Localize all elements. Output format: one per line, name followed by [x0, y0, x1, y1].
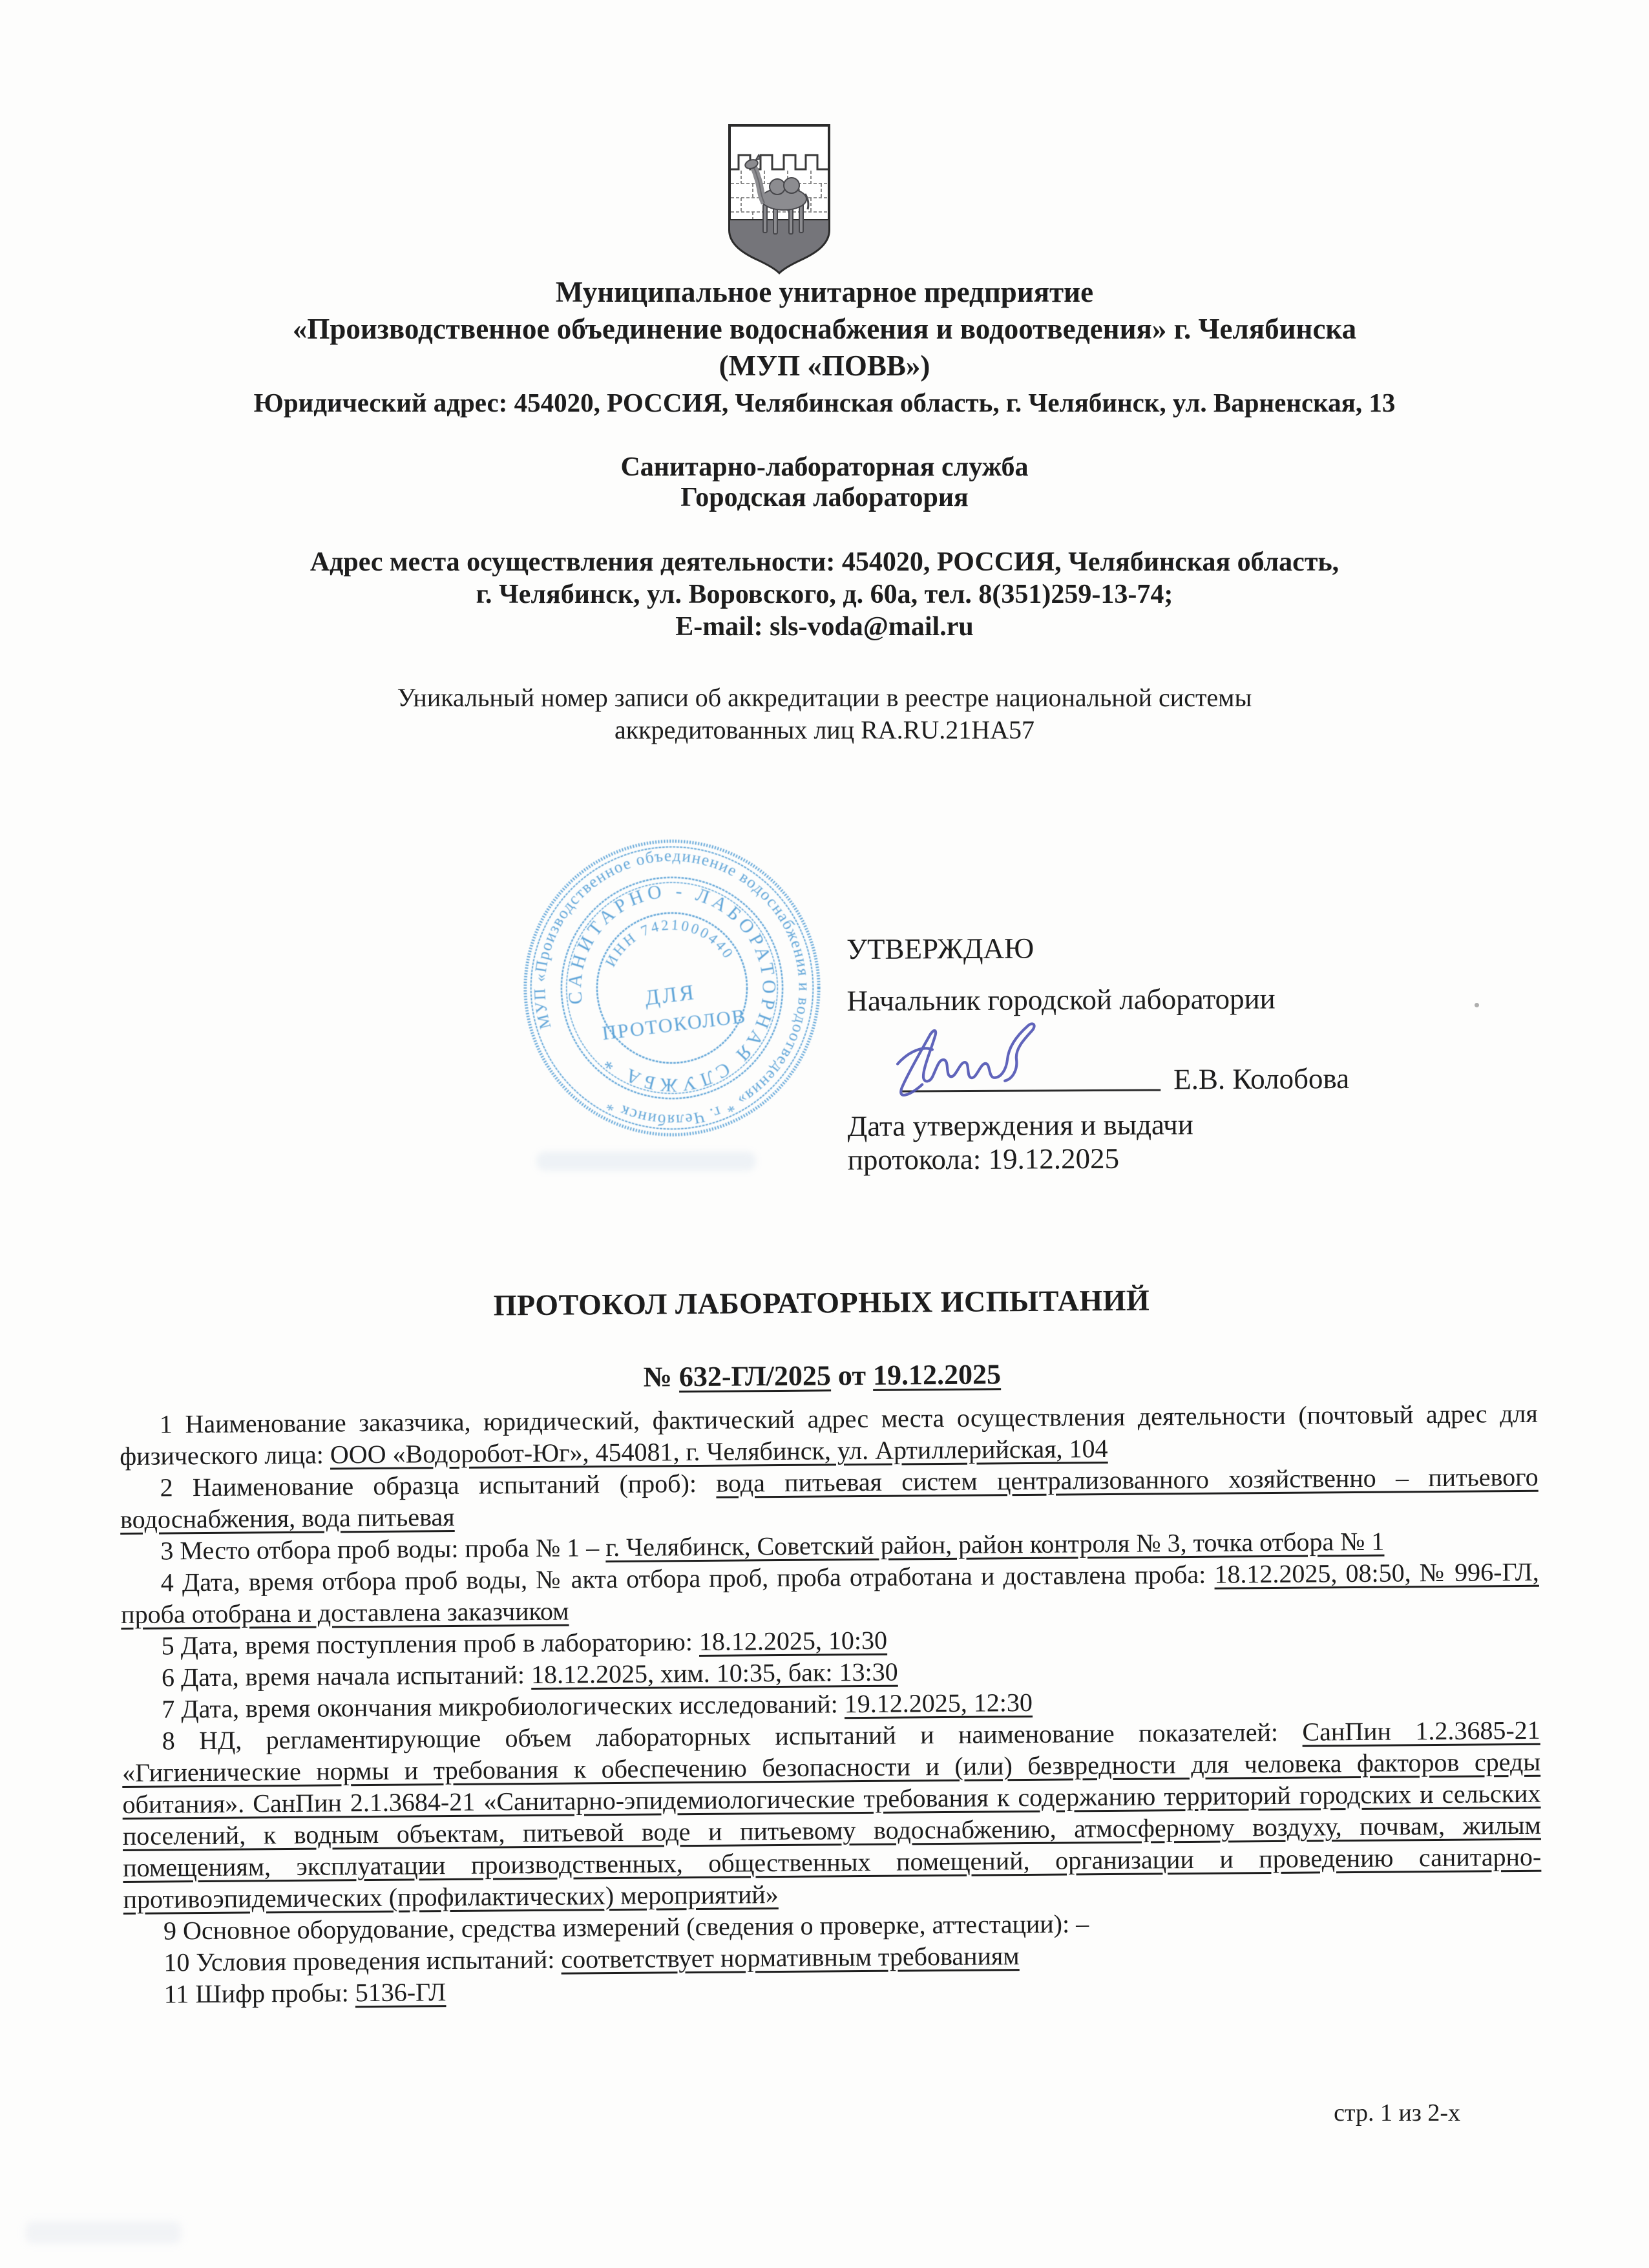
item-lab-receipt: 5 Дата, время поступления проб в лабораторию: 18.12.2025, 10:30 — [161, 1625, 888, 1661]
accreditation-line: аккредитованных лиц RA.RU.21НА57 — [614, 715, 1035, 744]
svg-text:ИНН 7421000440 — [602, 916, 737, 969]
protocol-date: 19.12.2025 — [872, 1358, 1002, 1391]
approver-name: Е.В. Колобова — [1173, 1062, 1350, 1096]
chelyabinsk-coat-of-arms-icon — [724, 121, 834, 277]
handwritten-signature-icon — [860, 1007, 1139, 1112]
stamp-ring-text: САНИТАРНО - ЛАБОРАТОРНАЯ СЛУЖБА * — [564, 881, 779, 1096]
lab-round-stamp — [520, 835, 824, 1140]
org-name-line: (МУП «ПОВВ») — [719, 350, 930, 382]
org-name-line: Муниципальное унитарное предприятие — [555, 276, 1094, 308]
protocol-number: 632-ГЛ/2025 — [678, 1360, 832, 1393]
org-header — [0, 274, 1649, 421]
address-line: г. Челябинск, ул. Воровского, д. 60а, тел. 8(351)259-13-74; — [476, 580, 1173, 609]
signature-row — [847, 1020, 1591, 1107]
address-line: E-mail: sls-voda@mail.ru — [675, 612, 974, 642]
org-legal-address: Юридический адрес: 454020, РОССИЯ, Челябинская область, г. Челябинск, ул. Варненская, 13 — [253, 388, 1396, 417]
accreditation-line: Уникальный номер записи об аккредитации в реестре национальной системы — [397, 683, 1252, 712]
stamp-inn-text: ИНН 7421000440 — [602, 916, 738, 970]
address-line: Адрес места осуществления деятельности: 454020, РОССИЯ, Челябинская область, — [310, 547, 1339, 577]
org-name-line: «Производственное объединение водоснабжения и водоотведения» г. Челябинска — [292, 313, 1357, 345]
item-sampling-datetime: 4 Дата, время отбора проб воды, № акта отбора проб, проба отработана и доставлена проба: 18.12.2025, 08:50, № 996-ГЛ, проба отобрана и доставлена заказчиком — [121, 1557, 1539, 1630]
approve-label: УТВЕРЖДАЮ — [846, 932, 1035, 965]
service-line: Городская лаборатория — [680, 483, 969, 512]
stamp-center-line2: ПРОТОКОЛОВ — [600, 1005, 748, 1045]
item-test-conditions: 10 Условия проведения испытаний: соответствует нормативным требованиям — [163, 1941, 1020, 1977]
item-equipment: 9 Основное оборудование, средства измерений (сведения о проверке, аттестации): – — [163, 1909, 1089, 1946]
item-normative-docs: 8 НД, регламентирующие объем лабораторных испытаний и наименование показателей: СанПин 1.2.3685-21 «Гигиенические нормы и требования к обеспечению безопасности и (или) безвредности для человека факторов среды обитания». СанПин 2.1.3684-21 «Санитарно-эпидемиологические требования к содержанию территорий городских и сельских поселений, к водным объектам, питьевой воде и питьевому водоснабжению, атмосферному воздуху, почвам, жилым помещениям, эксплуатации производственных, общественных помещений, организации и проведению санитарно-противоэпидемических (профилактических) мероприятий» — [121, 1715, 1542, 1915]
scan-ink-smudge — [26, 2221, 181, 2243]
item-test-start: 6 Дата, время начала испытаний: 18.12.2025, хим. 10:35, бак: 13:30 — [161, 1657, 898, 1692]
item-customer: 1 Наименование заказчика, юридический, фактический адрес места осуществления деятельности (почтовый адрес для физического лица: ООО «Водоробот-Юг», 454081, г. Челябинск, ул. Артиллерийская, 104 — [120, 1398, 1539, 1471]
stamp-center-line1: ДЛЯ — [644, 980, 698, 1011]
date-connector: от — [830, 1359, 874, 1392]
scan-ink-smudge — [536, 1151, 756, 1171]
service-header — [0, 452, 1649, 513]
protocol-number-line — [0, 1352, 1646, 1398]
protocol-title: ПРОТОКОЛ ЛАБОРАТОРНЫХ ИСПЫТАНИЙ — [493, 1283, 1150, 1322]
service-line: Санитарно-лабораторная служба — [620, 452, 1029, 482]
protocol-items — [120, 1398, 1542, 2010]
item-sampling-place: 3 Место отбора проб воды: проба № 1 – г. Челябинск, Советский район, район контроля № 3, точка отбора № 1 — [160, 1526, 1385, 1566]
approval-date-label: Дата утверждения и выдачи — [847, 1108, 1193, 1142]
item-sample-name: 2 Наименование образца испытаний (проб): вода питьевая систем централизованного хозяйственно – питьевого водоснабжения, вода питьевая — [120, 1462, 1539, 1535]
number-prefix: № — [643, 1361, 680, 1393]
activity-address — [0, 546, 1649, 643]
approval-block — [846, 929, 1591, 1177]
approval-date-value: протокола: 19.12.2025 — [847, 1142, 1120, 1176]
page-number: стр. 1 из 2-х — [1334, 2099, 1460, 2126]
item-sample-code: 11 Шифр пробы: 5136-ГЛ — [163, 1977, 446, 2009]
approver-title: Начальник городской лаборатории — [846, 982, 1276, 1017]
item-micro-end: 7 Дата, время окончания микробиологических исследований: 19.12.2025, 12:30 — [162, 1687, 1033, 1724]
stamp-outer-text: МУП «Производственное объединение водоснабжения и водоотведения» * г. Челябинск * — [531, 847, 813, 1129]
accreditation-note — [0, 682, 1649, 746]
